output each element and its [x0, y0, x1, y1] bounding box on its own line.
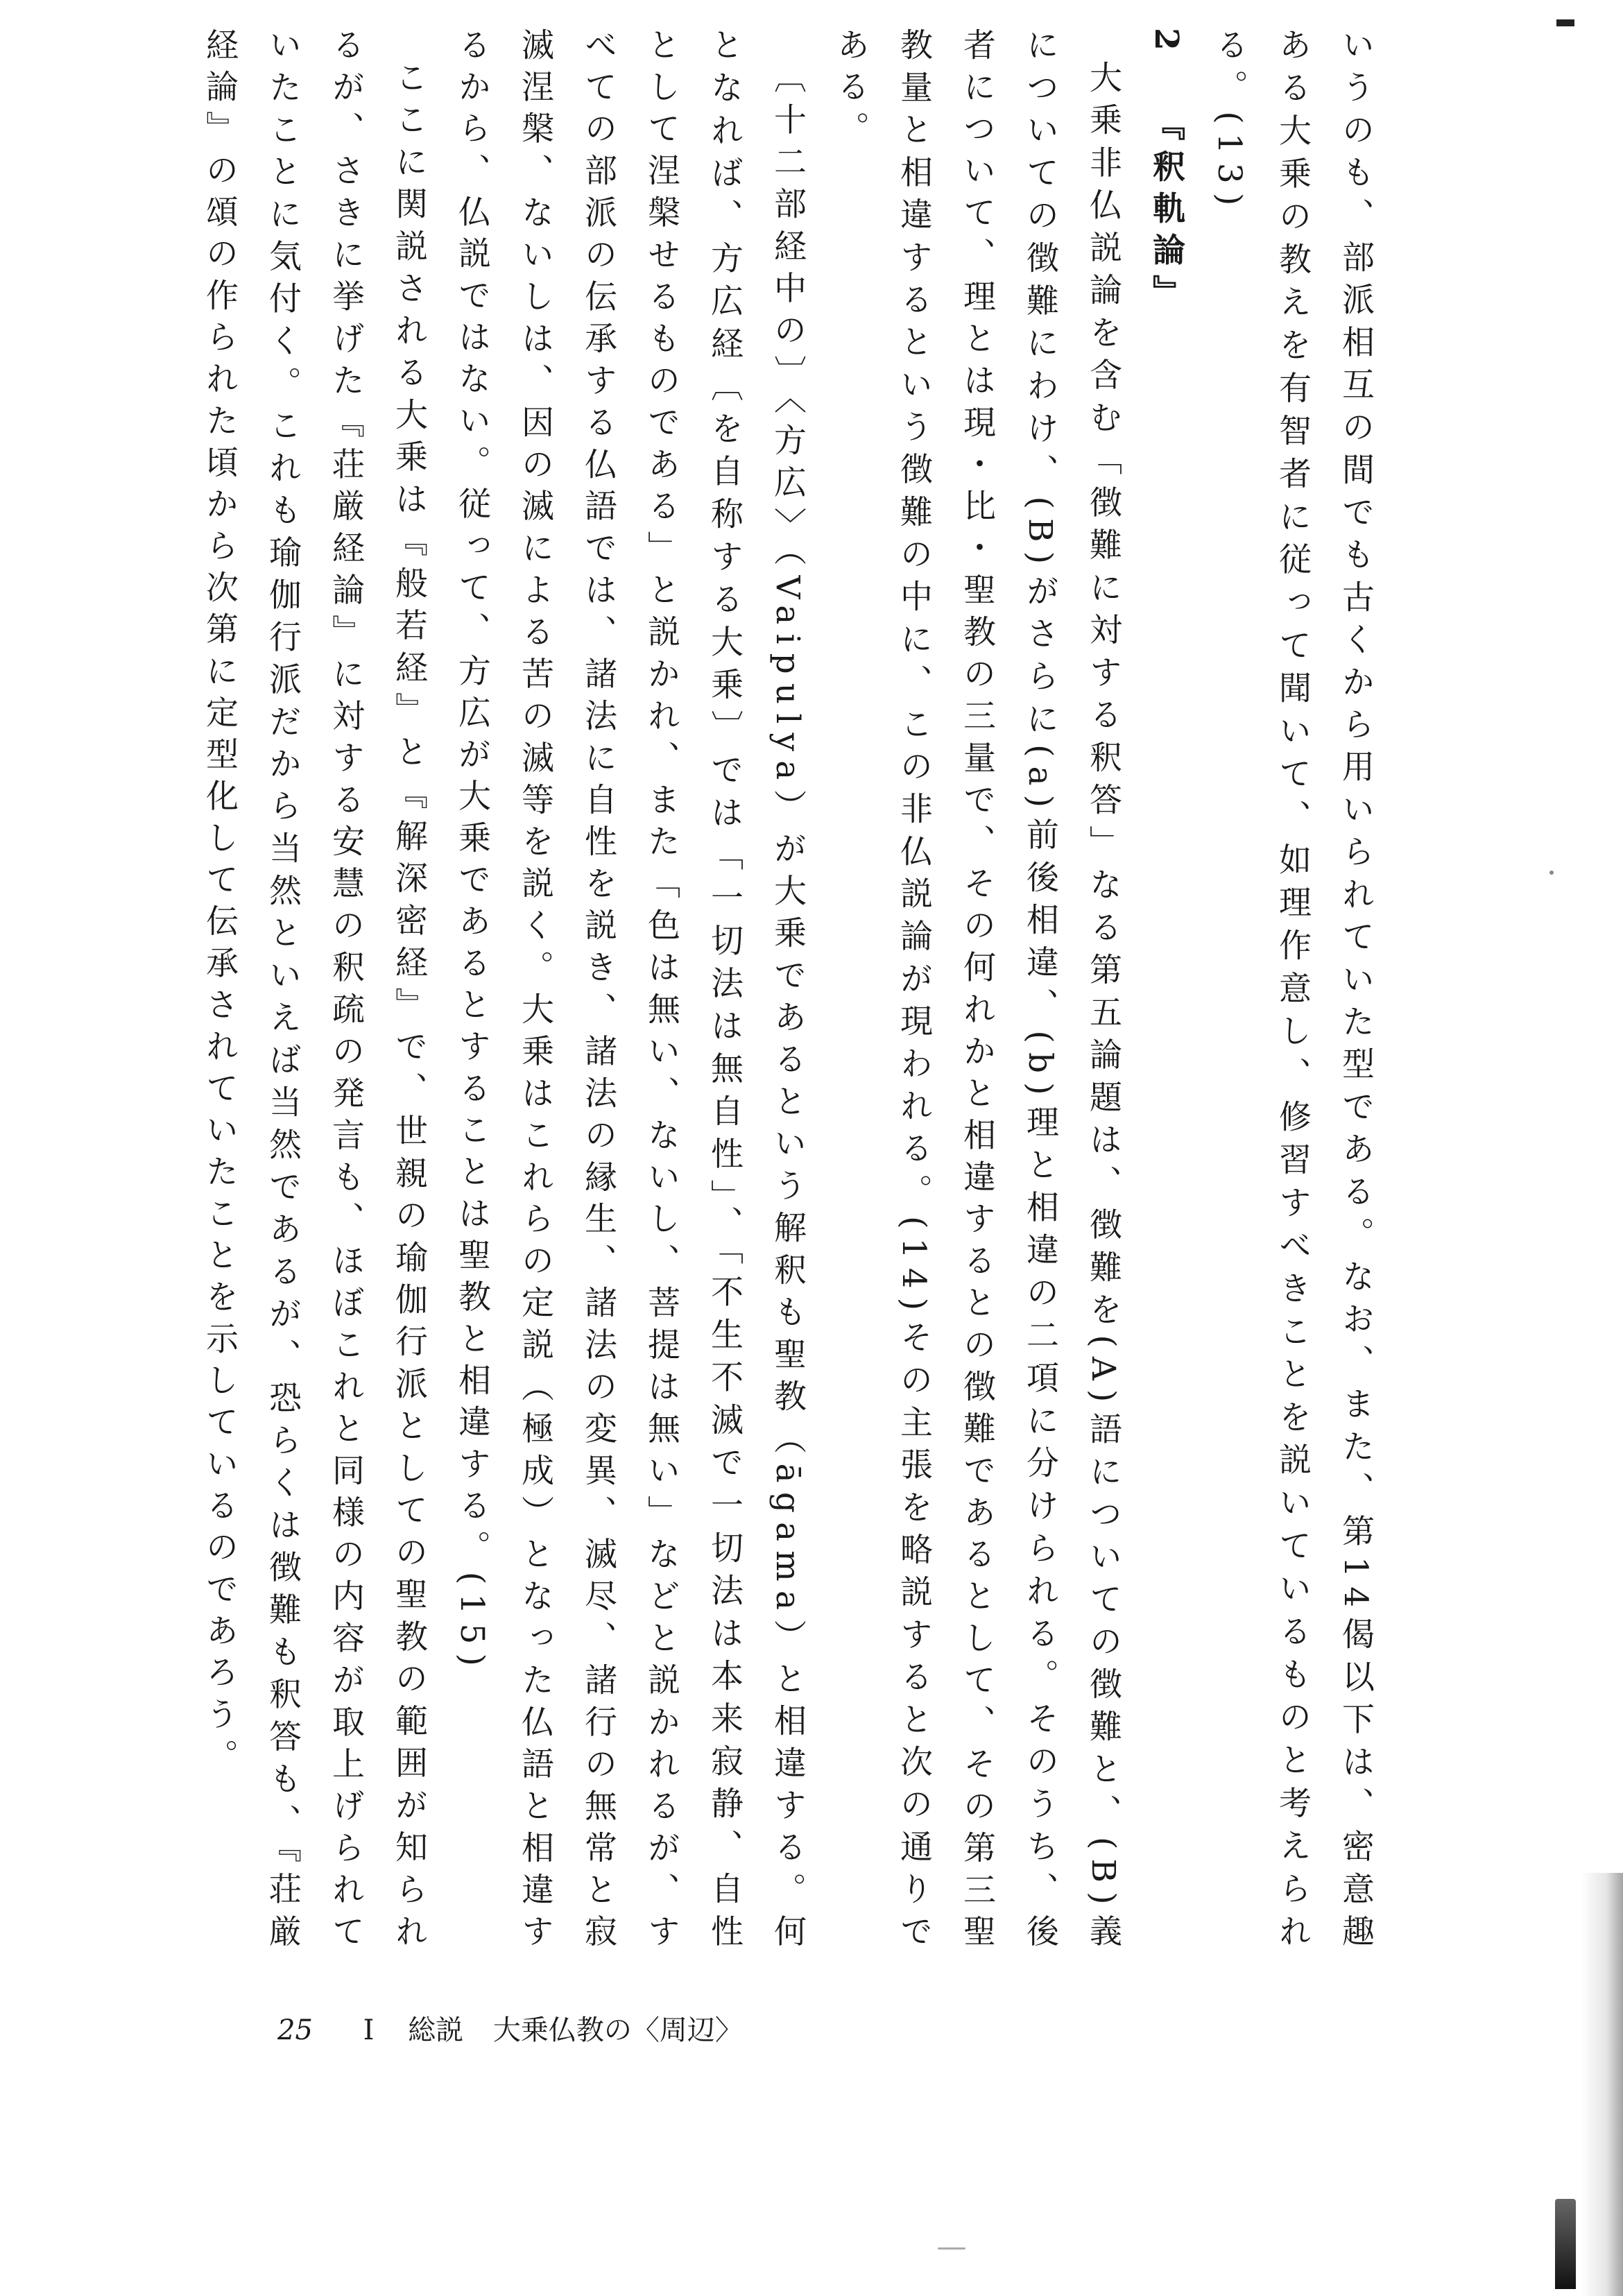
section-number: 2 — [1147, 28, 1185, 60]
scan-binding-shadow — [1555, 2199, 1576, 2289]
paragraph-2: 大乗非仏説論を含む「徴難に対する釈答」なる第五論題は、徴難を(A)語についての徴難と、(B)義についての徴難にわけ、(B)がさらに(a)前後相違、(b)理と相違の二項に分けられる。そのうち、後者について、理とは現・比・聖教の三量で、その何れかと相違するとの徴難であるとして、その第三聖教量と相違するという徴難の中に、この非仏説論が現われる。(14)その主張を略説すると次の通りである。 — [832, 28, 1122, 1957]
chapter-numeral: I — [363, 2014, 375, 2046]
page-number: 25 — [277, 2014, 313, 2046]
section-title: 『釈軌論』 — [1147, 108, 1185, 317]
paragraph-4: ここに関説される大乗は『般若経』と『解深密経』で、世親の瑜伽行派としての聖教の範囲が知られるが、さきに挙げた『荘厳経論』に対する安慧の釈疏の発言も、ほぼこれと同様の内容が取上げられていたことに気付く。これも瑜伽行派だから当然といえば当然であるが、恐らくは徴難も釈答も、『荘厳経論』の頌の作られた頃から次第に定型化して伝承されていたことを示しているのであろう。 — [200, 28, 428, 1957]
section-heading — [1135, 28, 1198, 1956]
scan-speck — [938, 2247, 965, 2250]
scan-shadow-edge — [1581, 1873, 1623, 2296]
paragraph-1: いうのも、部派相互の間でも古くから用いられていた型である。なお、また、第14偈以下は、密意趣ある大乗の教えを有智者に従って聞いて、如理作意し、修習すべきことを説いているものと考えられる。(13) — [1210, 28, 1375, 1956]
page-footer — [277, 2008, 1248, 2048]
paragraph-3-quote: 〔十二部経中の〕〈方広〉（Vaipulya）が大乗であるという解釈も聖教（āgama）と相違する。何となれば、方広経〔を自称する大乗〕では「一切法は無自性」、「不生不滅で一切法は本来寂静、自性として涅槃せるものである」と説かれ、また「色は無い、ないし、菩提は無い」などと説かれるが、すべての部派の伝承する仏語では、諸法に自性を説き、諸法の縁生、諸法の変異、滅尽、諸行の無常と寂滅涅槃、ないしは、因の滅による苦の滅等を説く。大乗はこれらの定説（極成）となった仏語と相違するから、仏説ではない。従って、方広が大乗であるとすることは聖教と相違する。(15) — [453, 28, 807, 1957]
vertical-text-body — [200, 28, 1387, 1957]
chapter-title: 大乗仏教の〈周辺〉 — [492, 2014, 743, 2046]
chapter-section: 総説 — [408, 2014, 464, 2046]
scan-speck — [1549, 871, 1554, 875]
scan-mark — [1556, 19, 1574, 26]
